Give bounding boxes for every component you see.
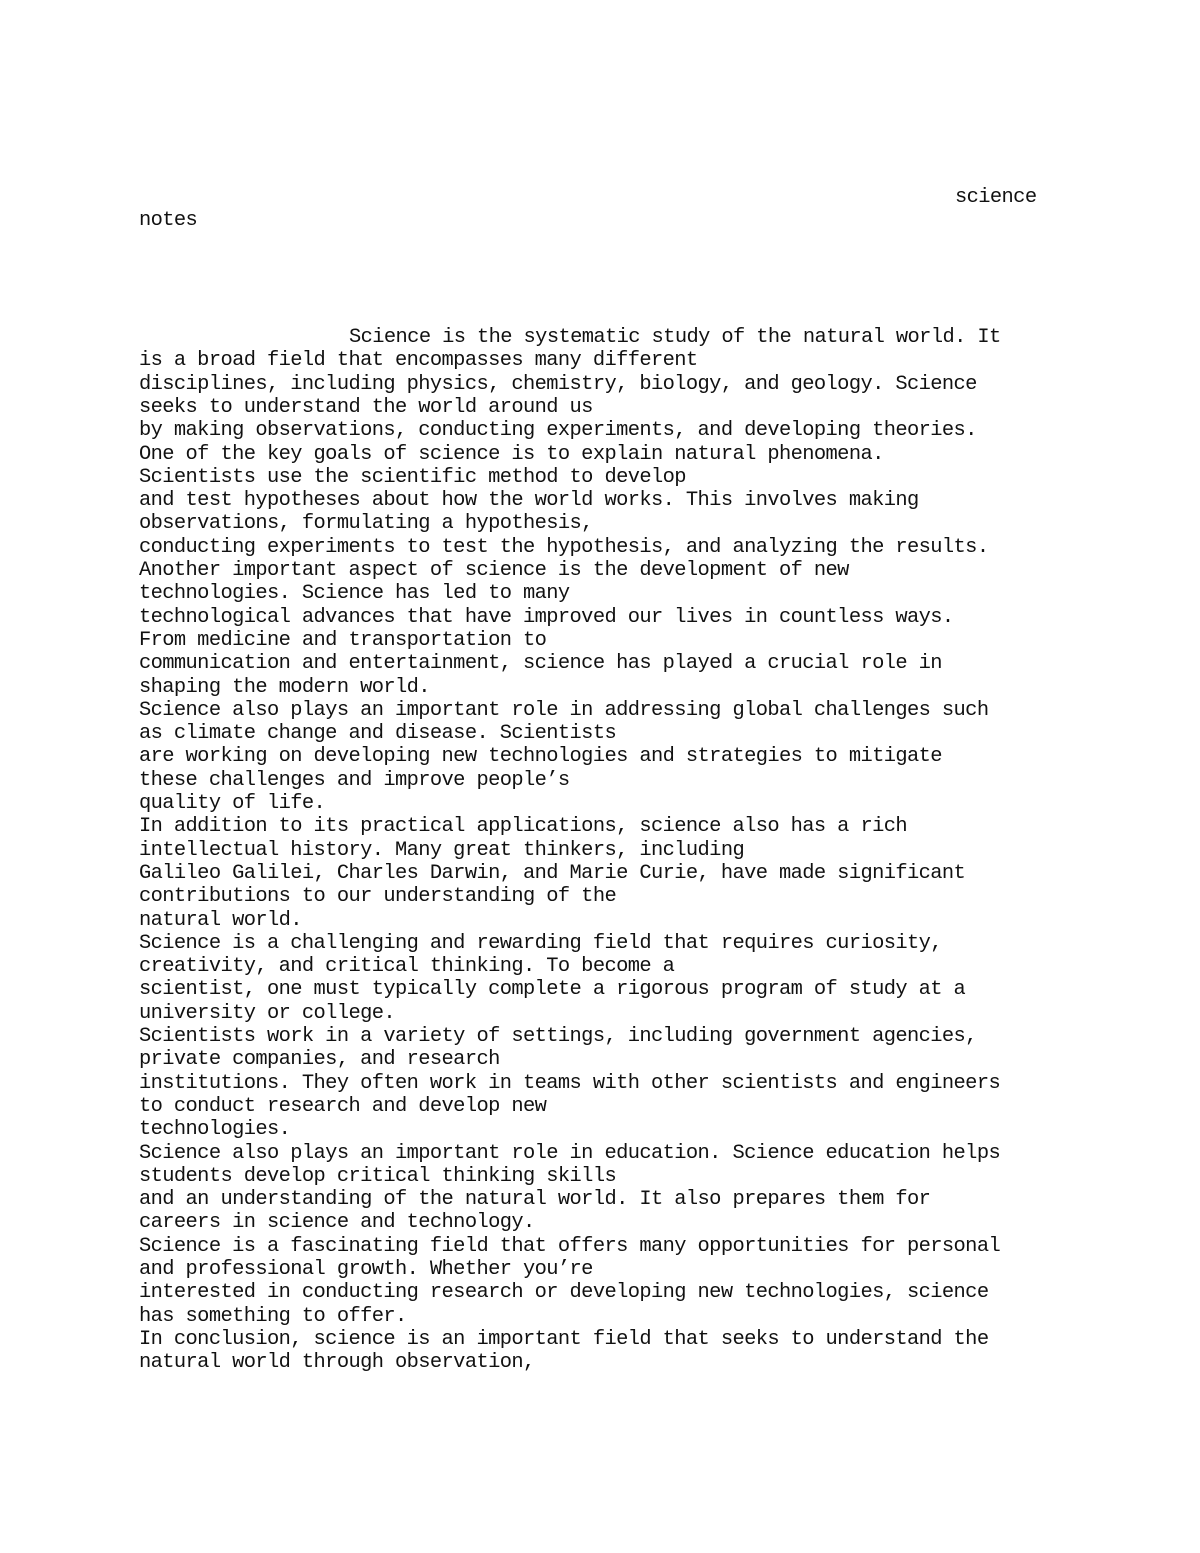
title-line-2: notes bbox=[139, 209, 198, 232]
body-line: scientist, one must typically complete a rigorous program of study at a bbox=[139, 978, 966, 1002]
body-line: Scientists work in a variety of settings, including government agencies, bbox=[139, 1025, 977, 1048]
body-line: is a broad field that encompasses many different bbox=[139, 349, 698, 373]
body-line: has something to offer. bbox=[139, 1304, 407, 1328]
body-line: Science is a challenging and rewarding field that requires curiosity, bbox=[139, 931, 942, 955]
body-line: In addition to its practical applications, science also has a rich bbox=[139, 815, 908, 839]
body-line: interested in conducting research or developing new technologies, science bbox=[139, 1281, 989, 1305]
body-line: Science also plays an important role in addressing global challenges such bbox=[139, 698, 989, 722]
body-line: creativity, and critical thinking. To become a bbox=[139, 955, 675, 979]
body-line: Galileo Galilei, Charles Darwin, and Marie Curie, have made significant bbox=[139, 861, 966, 885]
body-line: observations, formulating a hypothesis, bbox=[139, 512, 593, 536]
title-line-1: science bbox=[955, 186, 1037, 209]
body-line: and professional growth. Whether you’re bbox=[139, 1258, 593, 1281]
body-line: conducting experiments to test the hypothesis, and analyzing the results. bbox=[139, 535, 989, 559]
body-line: disciplines, including physics, chemistry, biology, and geology. Science bbox=[139, 372, 977, 396]
body-line: One of the key goals of science is to explain natural phenomena. bbox=[139, 442, 884, 466]
body-line: and an understanding of the natural world. It also prepares them for bbox=[139, 1188, 931, 1212]
body-line: Scientists use the scientific method to develop bbox=[139, 465, 686, 489]
body-line: as climate change and disease. Scientists bbox=[139, 722, 617, 746]
body-line: students develop critical thinking skills bbox=[139, 1164, 617, 1188]
body-line: contributions to our understanding of the bbox=[139, 885, 617, 909]
body-line: private companies, and research bbox=[139, 1048, 500, 1072]
body-line: are working on developing new technologies and strategies to mitigate bbox=[139, 745, 942, 769]
body-line: seeks to understand the world around us bbox=[139, 395, 593, 419]
body-line: natural world. bbox=[139, 908, 302, 932]
body-line: quality of life. bbox=[139, 792, 326, 815]
body-line: shaping the modern world. bbox=[139, 675, 430, 699]
body-line: careers in science and technology. bbox=[139, 1211, 535, 1235]
body-line: Another important aspect of science is the development of new bbox=[139, 559, 849, 582]
body-line: university or college. bbox=[139, 1001, 396, 1025]
body-line: From medicine and transportation to bbox=[139, 628, 547, 652]
body-line: natural world through observation, bbox=[139, 1351, 535, 1375]
body-line: and test hypotheses about how the world works. This involves making bbox=[139, 489, 919, 513]
body-line: Science is the systematic study of the natural world. It bbox=[349, 326, 1001, 349]
body-line: technologies. Science has led to many bbox=[139, 582, 570, 606]
body-line: these challenges and improve people’s bbox=[139, 768, 570, 792]
body-line: intellectual history. Many great thinkers, including bbox=[139, 838, 745, 862]
body-line: communication and entertainment, science has played a crucial role in bbox=[139, 652, 942, 676]
body-line: to conduct research and develop new bbox=[139, 1094, 547, 1118]
body-line: Science also plays an important role in education. Science education helps bbox=[139, 1141, 1001, 1165]
body-line: institutions. They often work in teams with other scientists and engineers bbox=[139, 1071, 1001, 1095]
body-line: In conclusion, science is an important field that seeks to understand the bbox=[139, 1327, 989, 1351]
body-line: by making observations, conducting experiments, and developing theories. bbox=[139, 419, 977, 443]
body-line: technologies. bbox=[139, 1118, 291, 1142]
body-line: technological advances that have improved our lives in countless ways. bbox=[139, 605, 954, 629]
body-line: Science is a fascinating field that offers many opportunities for personal bbox=[139, 1234, 1001, 1258]
